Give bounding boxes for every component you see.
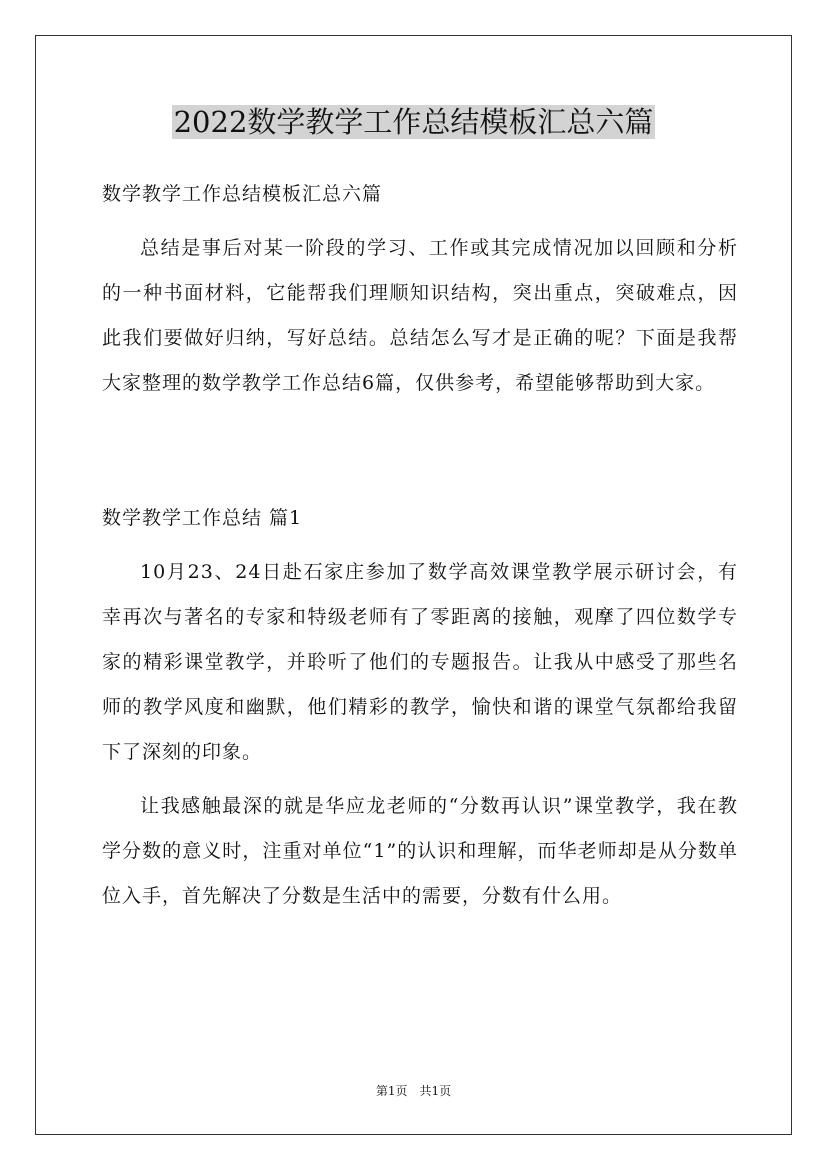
- section-heading: 数学教学工作总结 篇1: [102, 507, 303, 529]
- body-paragraph: 10月23、24日赴石家庄参加了数学高效课堂教学展示研讨会，有幸再次与著名的专家和特级老师有了零距离的接触，观摩了四位数学专家的精彩课堂教学，并聆听了他们的专题报告。让我从中感受了那些名师的教学风度和幽默，他们精彩的教学，愉快和谐的课堂气氛都给我留下了深刻的印象。: [102, 561, 738, 763]
- document-body: [102, 172, 738, 919]
- document-title-text: 2022数学教学工作总结模板汇总六篇: [173, 105, 654, 139]
- body-paragraph: 让我感触最深的就是华应龙老师的“分数再认识”课堂教学，我在教学分数的意义时，注重对单位“1”的认识和理解，而华老师却是从分数单位入手，首先解决了分数是生活中的需要，分数有什么用。: [102, 795, 738, 907]
- intro-paragraph: 总结是事后对某一阶段的学习、工作或其完成情况加以回顾和分析的一种书面材料，它能帮我们理顺知识结构，突出重点，突破难点，因此我们要做好归纳，写好总结。总结怎么写才是正确的呢？下面是我帮大家整理的数学教学工作总结6篇，仅供参考，希望能够帮助到大家。: [102, 237, 738, 394]
- document-subtitle: 数学教学工作总结模板汇总六篇: [102, 183, 383, 205]
- page-footer: 第1页 共1页: [375, 1084, 452, 1098]
- document-title: [0, 101, 827, 143]
